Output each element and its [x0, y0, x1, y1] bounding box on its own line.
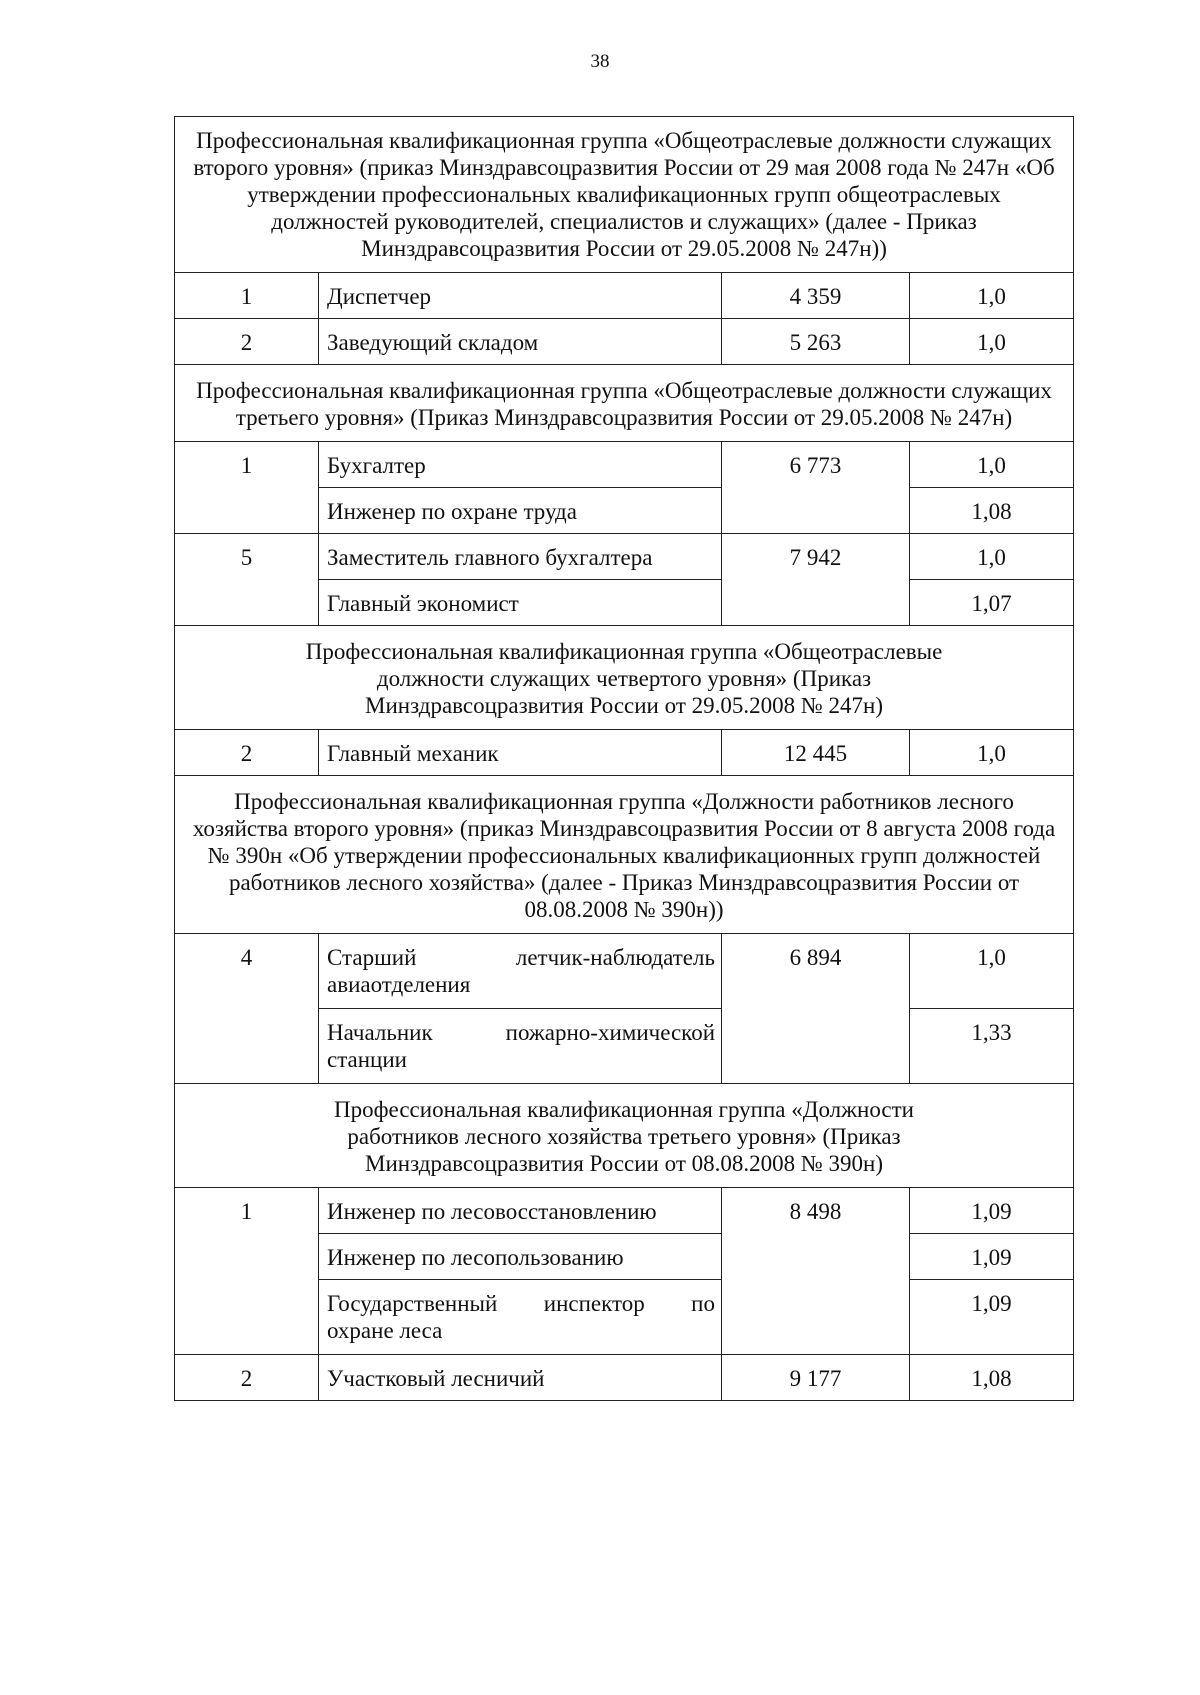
table-row: [175, 319, 1074, 365]
table-row: [175, 442, 1074, 488]
group-header-row: [175, 117, 1074, 273]
position-cell: Главный экономист: [319, 580, 722, 626]
position-cell: Бухгалтер: [319, 442, 722, 488]
position-cell: Инженер по охране труда: [319, 488, 722, 534]
position-cell: Главный механик: [319, 730, 722, 776]
salary-cell: 5 263: [722, 319, 910, 365]
group-header-row: [175, 365, 1074, 442]
level-cell: 2: [175, 730, 319, 776]
table-row: [175, 1355, 1074, 1401]
coefficient-cell: 1,08: [910, 1355, 1074, 1401]
table-row: [175, 730, 1074, 776]
group-title: Профессиональная квалификационная группа «Общеотраслевые должности служащих четвертого уровня» (Приказ Минздравсоцразвития России от 29.05.2008 № 247н): [175, 626, 1074, 730]
coefficient-cell: 1,0: [910, 319, 1074, 365]
table-row: [175, 1188, 1074, 1234]
level-cell: 4: [175, 934, 319, 1084]
position-line: Начальник пожарно-химической: [327, 1020, 715, 1045]
salary-cell: 6 894: [722, 934, 910, 1084]
level-cell: 5: [175, 534, 319, 626]
coefficient-cell: 1,33: [910, 1009, 1074, 1084]
qualification-table-container: [174, 116, 1073, 1401]
coefficient-cell: 1,08: [910, 488, 1074, 534]
group-title: Профессиональная квалификационная группа «Должности работников лесного хозяйства второго уровня» (приказ Минздравсоцразвития России от 8 августа 2008 года № 390н «Об утверждении профессиональных квалификационных групп должностей работников лесного хозяйства» (далее - Приказ Минздравсоцразвития России от 08.08.2008 № 390н)): [175, 776, 1074, 934]
table-row: [175, 273, 1074, 319]
page-number: 38: [590, 51, 610, 72]
table-row: [175, 534, 1074, 580]
coefficient-cell: 1,0: [910, 534, 1074, 580]
salary-cell: 8 498: [722, 1188, 910, 1355]
position-line: станции: [327, 1047, 407, 1072]
position-cell: [319, 934, 722, 1009]
position-cell: Диспетчер: [319, 273, 722, 319]
group-title: Профессиональная квалификационная группа «Общеотраслевые должности служащих второго уровня» (приказ Минздравсоцразвития России от 29 мая 2008 года № 247н «Об утверждении профессиональных квалификационных групп общеотраслевых должностей руководителей, специалистов и служащих» (далее - Приказ Минздравсоцразвития России от 29.05.2008 № 247н)): [175, 117, 1074, 273]
position-cell: Участковый лесничий: [319, 1355, 722, 1401]
position-line: охране леса: [327, 1318, 443, 1343]
level-cell: 1: [175, 1188, 319, 1355]
coefficient-cell: 1,07: [910, 580, 1074, 626]
qualification-table: [174, 116, 1074, 1401]
salary-cell: 9 177: [722, 1355, 910, 1401]
salary-cell: 6 773: [722, 442, 910, 534]
position-line: авиаотделения: [327, 972, 471, 997]
position-line: Государственный инспектор по: [327, 1291, 715, 1316]
group-header-row: [175, 1084, 1074, 1188]
coefficient-cell: 1,09: [910, 1280, 1074, 1355]
position-cell: [319, 1280, 722, 1355]
salary-cell: 4 359: [722, 273, 910, 319]
coefficient-cell: 1,09: [910, 1188, 1074, 1234]
position-cell: Инженер по лесопользованию: [319, 1234, 722, 1280]
position-cell: Инженер по лесовосстановлению: [319, 1188, 722, 1234]
level-cell: 1: [175, 273, 319, 319]
salary-cell: 12 445: [722, 730, 910, 776]
salary-cell: 7 942: [722, 534, 910, 626]
coefficient-cell: 1,0: [910, 934, 1074, 1009]
coefficient-cell: 1,0: [910, 730, 1074, 776]
level-cell: 2: [175, 1355, 319, 1401]
group-header-row: [175, 776, 1074, 934]
level-cell: 1: [175, 442, 319, 534]
coefficient-cell: 1,09: [910, 1234, 1074, 1280]
coefficient-cell: 1,0: [910, 442, 1074, 488]
level-cell: 2: [175, 319, 319, 365]
table-row: [175, 934, 1074, 1009]
position-line: Старший летчик-наблюдатель: [327, 945, 715, 970]
group-title: Профессиональная квалификационная группа «Должности работников лесного хозяйства третьего уровня» (Приказ Минздравсоцразвития России от 08.08.2008 № 390н): [175, 1084, 1074, 1188]
coefficient-cell: 1,0: [910, 273, 1074, 319]
group-title: Профессиональная квалификационная группа «Общеотраслевые должности служащих третьего уровня» (Приказ Минздравсоцразвития России от 29.05.2008 № 247н): [175, 365, 1074, 442]
position-cell: [319, 1009, 722, 1084]
position-cell: Заведующий складом: [319, 319, 722, 365]
group-header-row: [175, 626, 1074, 730]
position-cell: Заместитель главного бухгалтера: [319, 534, 722, 580]
